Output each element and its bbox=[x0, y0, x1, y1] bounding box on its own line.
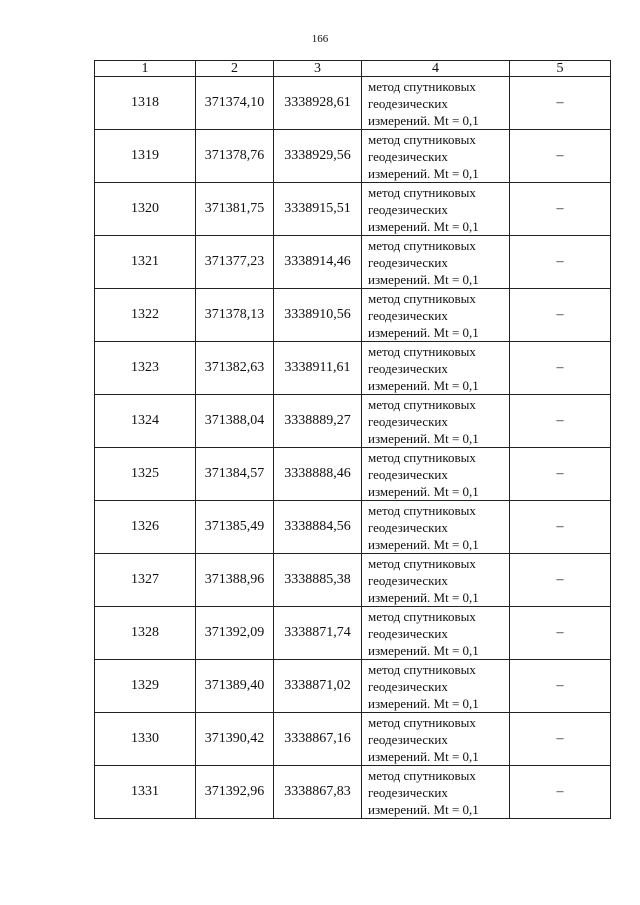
y-coordinate-cell: 3338929,56 bbox=[274, 130, 362, 183]
point-number-cell: 1325 bbox=[95, 448, 196, 501]
column-header: 5 bbox=[510, 61, 611, 77]
method-cell bbox=[362, 448, 510, 501]
note-cell: – bbox=[510, 236, 611, 289]
method-text-line: геодезических bbox=[368, 307, 448, 323]
x-coordinate-cell: 371392,09 bbox=[196, 607, 274, 660]
y-coordinate-cell: 3338885,38 bbox=[274, 554, 362, 607]
method-text-line: метод спутниковых bbox=[368, 555, 476, 571]
method-text-line: метод спутниковых bbox=[368, 661, 476, 677]
method-text-line: метод спутниковых bbox=[368, 608, 476, 624]
method-cell bbox=[362, 607, 510, 660]
method-text-line: измерений. Mt = 0,1 bbox=[368, 165, 479, 181]
method-text-line: геодезических bbox=[368, 678, 448, 694]
method-text-line: измерений. Mt = 0,1 bbox=[368, 324, 479, 340]
table-row bbox=[95, 766, 611, 819]
table-row bbox=[95, 289, 611, 342]
method-text-line: измерений. Mt = 0,1 bbox=[368, 430, 479, 446]
point-number-cell: 1320 bbox=[95, 183, 196, 236]
note-cell: – bbox=[510, 766, 611, 819]
method-text-line: метод спутниковых bbox=[368, 396, 476, 412]
method-text-line: измерений. Mt = 0,1 bbox=[368, 642, 479, 658]
x-coordinate-cell: 371384,57 bbox=[196, 448, 274, 501]
point-number-cell: 1324 bbox=[95, 395, 196, 448]
point-number-cell: 1326 bbox=[95, 501, 196, 554]
column-header: 4 bbox=[362, 61, 510, 77]
x-coordinate-cell: 371378,76 bbox=[196, 130, 274, 183]
table-row bbox=[95, 77, 611, 130]
method-text-line: метод спутниковых bbox=[368, 184, 476, 200]
note-cell: – bbox=[510, 77, 611, 130]
point-number-cell: 1331 bbox=[95, 766, 196, 819]
method-text-line: метод спутниковых bbox=[368, 290, 476, 306]
method-cell bbox=[362, 236, 510, 289]
method-cell bbox=[362, 713, 510, 766]
method-cell bbox=[362, 660, 510, 713]
y-coordinate-cell: 3338867,83 bbox=[274, 766, 362, 819]
table-row bbox=[95, 660, 611, 713]
page-number: 166 bbox=[311, 33, 329, 45]
method-cell bbox=[362, 130, 510, 183]
column-header: 2 bbox=[196, 61, 274, 77]
table-row bbox=[95, 448, 611, 501]
method-cell bbox=[362, 289, 510, 342]
x-coordinate-cell: 371389,40 bbox=[196, 660, 274, 713]
x-coordinate-cell: 371385,49 bbox=[196, 501, 274, 554]
y-coordinate-cell: 3338914,46 bbox=[274, 236, 362, 289]
point-number-cell: 1323 bbox=[95, 342, 196, 395]
method-text-line: метод спутниковых bbox=[368, 343, 476, 359]
header-row bbox=[95, 61, 611, 77]
x-coordinate-cell: 371378,13 bbox=[196, 289, 274, 342]
method-text-line: геодезических bbox=[368, 148, 448, 164]
method-text-line: метод спутниковых bbox=[368, 78, 476, 94]
note-cell: – bbox=[510, 554, 611, 607]
method-text-line: измерений. Mt = 0,1 bbox=[368, 218, 479, 234]
note-cell: – bbox=[510, 660, 611, 713]
note-cell: – bbox=[510, 130, 611, 183]
point-number-cell: 1322 bbox=[95, 289, 196, 342]
method-text-line: геодезических bbox=[368, 784, 448, 800]
method-text-line: измерений. Mt = 0,1 bbox=[368, 589, 479, 605]
y-coordinate-cell: 3338871,74 bbox=[274, 607, 362, 660]
y-coordinate-cell: 3338871,02 bbox=[274, 660, 362, 713]
column-header: 1 bbox=[95, 61, 196, 77]
note-cell: – bbox=[510, 607, 611, 660]
table-row bbox=[95, 130, 611, 183]
x-coordinate-cell: 371388,96 bbox=[196, 554, 274, 607]
point-number-cell: 1321 bbox=[95, 236, 196, 289]
table-row bbox=[95, 342, 611, 395]
table-row bbox=[95, 395, 611, 448]
note-cell: – bbox=[510, 713, 611, 766]
x-coordinate-cell: 371381,75 bbox=[196, 183, 274, 236]
method-text-line: геодезических bbox=[368, 466, 448, 482]
method-text-line: геодезических bbox=[368, 413, 448, 429]
method-text-line: метод спутниковых bbox=[368, 237, 476, 253]
method-text-line: метод спутниковых bbox=[368, 449, 476, 465]
note-cell: – bbox=[510, 501, 611, 554]
y-coordinate-cell: 3338889,27 bbox=[274, 395, 362, 448]
method-cell bbox=[362, 554, 510, 607]
column-header: 3 bbox=[274, 61, 362, 77]
note-cell: – bbox=[510, 342, 611, 395]
method-cell bbox=[362, 77, 510, 130]
method-text-line: метод спутниковых bbox=[368, 131, 476, 147]
table-row bbox=[95, 554, 611, 607]
y-coordinate-cell: 3338910,56 bbox=[274, 289, 362, 342]
point-number-cell: 1318 bbox=[95, 77, 196, 130]
note-cell: – bbox=[510, 395, 611, 448]
method-cell bbox=[362, 342, 510, 395]
note-cell: – bbox=[510, 183, 611, 236]
point-number-cell: 1329 bbox=[95, 660, 196, 713]
y-coordinate-cell: 3338911,61 bbox=[274, 342, 362, 395]
method-text-line: метод спутниковых bbox=[368, 767, 476, 783]
method-text-line: геодезических bbox=[368, 519, 448, 535]
method-cell bbox=[362, 183, 510, 236]
y-coordinate-cell: 3338867,16 bbox=[274, 713, 362, 766]
y-coordinate-cell: 3338915,51 bbox=[274, 183, 362, 236]
method-text-line: метод спутниковых bbox=[368, 502, 476, 518]
method-text-line: измерений. Mt = 0,1 bbox=[368, 695, 479, 711]
y-coordinate-cell: 3338928,61 bbox=[274, 77, 362, 130]
coordinates-table bbox=[94, 60, 611, 819]
point-number-cell: 1327 bbox=[95, 554, 196, 607]
method-text-line: измерений. Mt = 0,1 bbox=[368, 483, 479, 499]
x-coordinate-cell: 371390,42 bbox=[196, 713, 274, 766]
x-coordinate-cell: 371382,63 bbox=[196, 342, 274, 395]
method-text-line: измерений. Mt = 0,1 bbox=[368, 377, 479, 393]
method-text-line: измерений. Mt = 0,1 bbox=[368, 801, 479, 817]
table-row bbox=[95, 236, 611, 289]
table-row bbox=[95, 501, 611, 554]
x-coordinate-cell: 371374,10 bbox=[196, 77, 274, 130]
table-row bbox=[95, 607, 611, 660]
method-text-line: измерений. Mt = 0,1 bbox=[368, 271, 479, 287]
method-text-line: измерений. Mt = 0,1 bbox=[368, 748, 479, 764]
method-text-line: геодезических bbox=[368, 625, 448, 641]
method-text-line: геодезических bbox=[368, 254, 448, 270]
note-cell: – bbox=[510, 289, 611, 342]
x-coordinate-cell: 371377,23 bbox=[196, 236, 274, 289]
point-number-cell: 1328 bbox=[95, 607, 196, 660]
method-text-line: геодезических bbox=[368, 95, 448, 111]
x-coordinate-cell: 371388,04 bbox=[196, 395, 274, 448]
point-number-cell: 1319 bbox=[95, 130, 196, 183]
point-number-cell: 1330 bbox=[95, 713, 196, 766]
note-cell: – bbox=[510, 448, 611, 501]
y-coordinate-cell: 3338884,56 bbox=[274, 501, 362, 554]
method-cell bbox=[362, 395, 510, 448]
method-text-line: геодезических bbox=[368, 731, 448, 747]
method-text-line: геодезических bbox=[368, 572, 448, 588]
y-coordinate-cell: 3338888,46 bbox=[274, 448, 362, 501]
method-cell bbox=[362, 766, 510, 819]
method-text-line: метод спутниковых bbox=[368, 714, 476, 730]
method-text-line: геодезических bbox=[368, 201, 448, 217]
method-text-line: измерений. Mt = 0,1 bbox=[368, 536, 479, 552]
method-text-line: геодезических bbox=[368, 360, 448, 376]
table-row bbox=[95, 183, 611, 236]
x-coordinate-cell: 371392,96 bbox=[196, 766, 274, 819]
method-text-line: измерений. Mt = 0,1 bbox=[368, 112, 479, 128]
method-cell bbox=[362, 501, 510, 554]
table-row bbox=[95, 713, 611, 766]
